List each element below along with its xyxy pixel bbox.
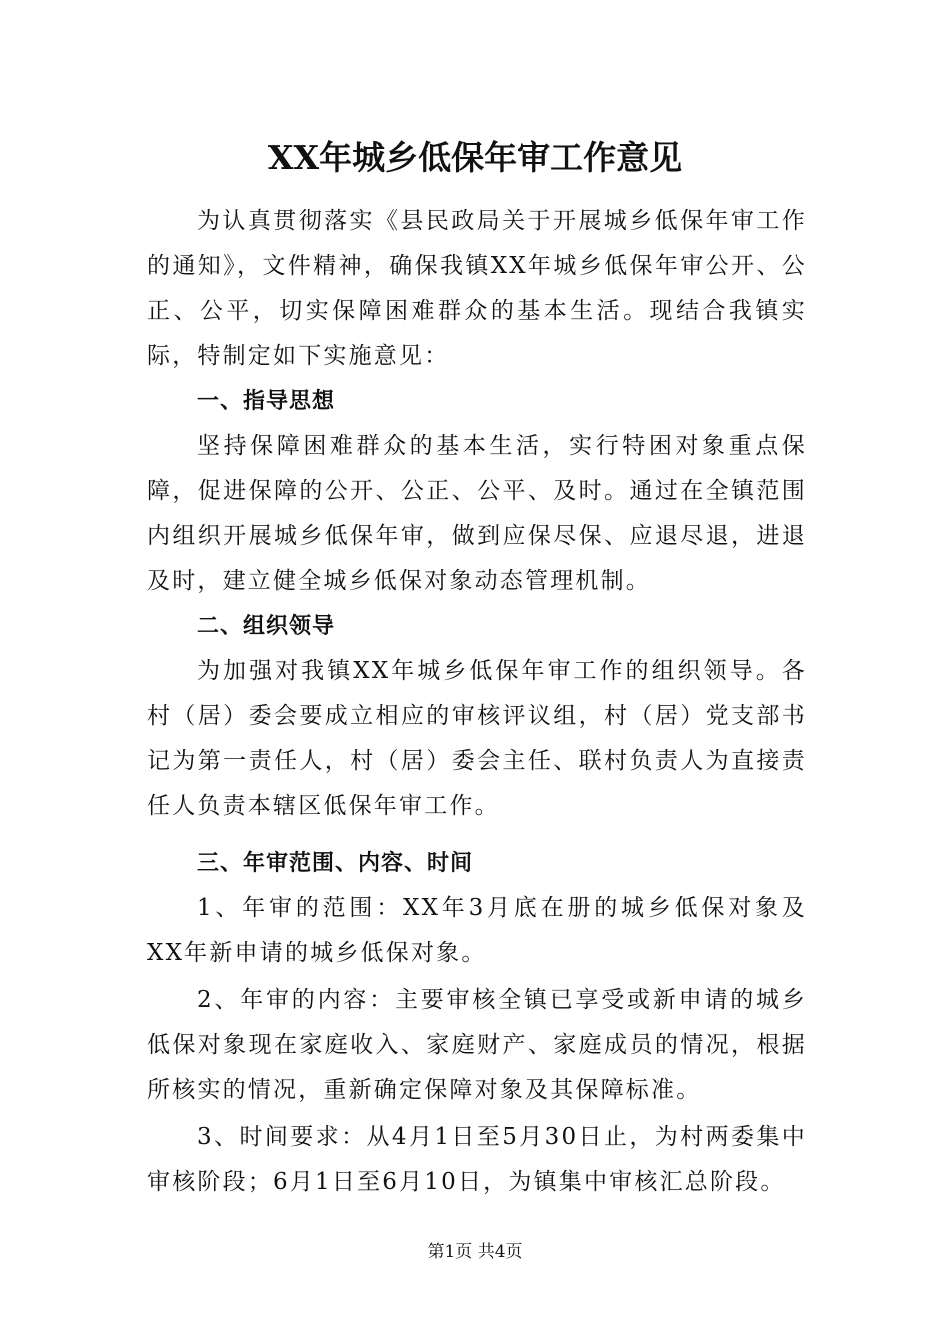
page-footer: 第1页 共4页 — [427, 1242, 523, 1262]
section-heading-scope-content-time: 三、年审范围、内容、时间 — [197, 851, 474, 876]
document-body — [147, 199, 807, 1205]
section-paragraph: 1、年审的范围：XX年3月底在册的城乡低保对象及XX年新申请的城乡低保对象。 — [147, 895, 807, 966]
section-heading-organization: 二、组织领导 — [197, 614, 336, 639]
section-heading-guiding-ideology: 一、指导思想 — [197, 389, 336, 414]
document-title: XX年城乡低保年审工作意见 — [267, 138, 683, 177]
intro-paragraph: 为认真贯彻落实《县民政局关于开展城乡低保年审工作的通知》，文件精神，确保我镇XX年城乡低保年审公开、公正、公平，切实保障困难群众的基本生活。现结合我镇实际，特制定如下实施意见： — [147, 208, 807, 369]
section-paragraph: 坚持保障困难群众的基本生活，实行特困对象重点保障，促进保障的公开、公正、公平、及时。通过在全镇范围内组织开展城乡低保年审，做到应保尽保、应退尽退，进退及时，建立健全城乡低保对象动态管理机制。 — [147, 433, 807, 594]
section-paragraph: 2、年审的内容：主要审核全镇已享受或新申请的城乡低保对象现在家庭收入、家庭财产、家庭成员的情况，根据所核实的情况，重新确定保障对象及其保障标准。 — [147, 987, 807, 1103]
section-paragraph: 3、时间要求：从4月1日至5月30日止，为村两委集中审核阶段；6月1日至6月10日，为镇集中审核汇总阶段。 — [147, 1124, 807, 1195]
section-paragraph: 为加强对我镇XX年城乡低保年审工作的组织领导。各村（居）委会要成立相应的审核评议组，村（居）党支部书记为第一责任人，村（居）委会主任、联村负责人为直接责任人负责本辖区低保年审工作。 — [147, 658, 807, 819]
